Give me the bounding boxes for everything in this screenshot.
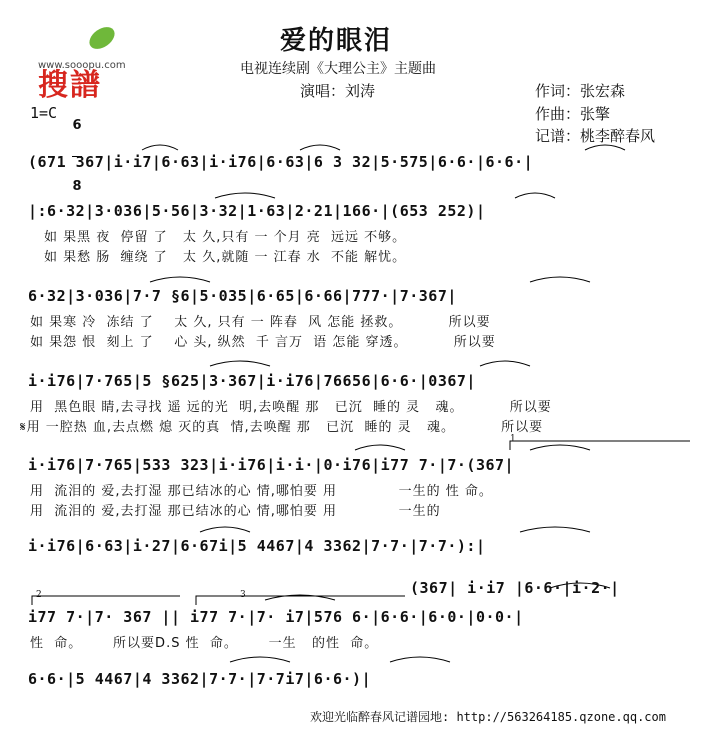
lyric-row-4-verse-2: 𝄋用 一腔热 血,去点燃 熄 灭的真 情,去唤醒 那 已沉 睡的 灵 魂。 所以要 (20, 420, 544, 435)
volta-label-0: 1 (510, 434, 516, 444)
time-signature-top: 6 (72, 118, 82, 133)
lyric-row-2-verse-1: 如 果黑 夜 停留 了 太 久,只有 一 个月 亮 远远 不够。 (44, 230, 407, 245)
singer: 演唱：刘涛 (300, 82, 376, 100)
key-signature: 1=C (30, 104, 58, 122)
time-signature (72, 96, 82, 205)
lyric-row-4-verse-1: 用 黑色眼 睛,去寻找 遥 远的光 明,去唤醒 那 已沉 睡的 灵 魂。 所以要 (30, 400, 552, 415)
score-row-6: i·i76|6·63|i·27|6·67i|5 4467|4 3362|7·7·|7·7·):| (28, 537, 486, 555)
score-row-4: i·i76|7·765|5 §625|3·367|i·i76|76656|6·6·|0367| (28, 372, 476, 390)
volta-label-1: 2 (36, 590, 42, 600)
lyric-row-7: 性 命。 所以要D.S 性 命。 一生 的性 命。 (30, 636, 379, 651)
lyric-row-3-verse-2: 如 果怨 恨 刻上 了 心 头, 纵然 千 言万 语 怎能 穿透。 所以要 (30, 335, 496, 350)
score-row-7-pickup: (367| i·i7 |6·6·|i·2·| (410, 579, 620, 597)
lyric-row-3-verse-1: 如 果寒 冷 冻结 了 太 久, 只有 一 阵春 风 怎能 拯救。 所以要 (30, 315, 491, 330)
volta-label-2: 3 (240, 590, 246, 600)
score-row-2: |:6·32|3·036|5·56|3·32|1·63|2·21|166·|(653 252)| (28, 202, 486, 220)
lyric-row-5-verse-1: 用 流泪的 爱,去打湿 那已结冰的心 情,哪怕要 用 一生的 性 命。 (30, 484, 493, 499)
score-row-3: 6·32|3·036|7·7 §6|5·035|6·65|6·66|777·|7·367| (28, 287, 457, 305)
time-signature-bottom: 8 (72, 179, 82, 194)
score-row-8: 6·6·|5 4467|4 3362|7·7·|7·7i7|6·6·)| (28, 670, 372, 688)
subtitle: 电视连续剧《大理公主》主题曲 (240, 61, 436, 77)
lyric-row-5-verse-2: 用 流泪的 爱,去打湿 那已结冰的心 情,哪怕要 用 一生的 (30, 504, 441, 519)
composer: 作曲：张擎 (535, 105, 611, 123)
logo-url: www.sooopu.com (38, 60, 126, 71)
logo-text: 搜譜 (38, 68, 102, 103)
score-row-1: (671 367|i·i7|6·63|i·i76|6·63|6 3 32|5·575|6·6·|6·6·| (28, 153, 534, 171)
logo[interactable] (38, 22, 156, 103)
page-title: 爱的眼泪 (280, 26, 393, 56)
volta-2-bracket (32, 596, 180, 605)
volta-1-bracket (510, 441, 690, 450)
footer-credit: 欢迎光临醉春风记谱园地: http://563264185.qzone.qq.com (310, 710, 666, 724)
volta-3-bracket (196, 596, 405, 605)
lyric-row-2-verse-2: 如 果愁 肠 缠绕 了 太 久,就随 一 江春 水 不能 解忧。 (44, 250, 407, 265)
lyricist: 作词：张宏森 (535, 82, 626, 100)
score-row-5: i·i76|7·765|533 323|i·i76|i·i·|0·i76|i77 7·|7·(367| (28, 456, 515, 474)
transcriber: 记谱：桃李醉春风 (535, 127, 656, 145)
score-row-7: i77 7·|7· 367 || i77 7·|7· i7|576 6·|6·6·|6·0·|0·0·| (28, 608, 524, 626)
